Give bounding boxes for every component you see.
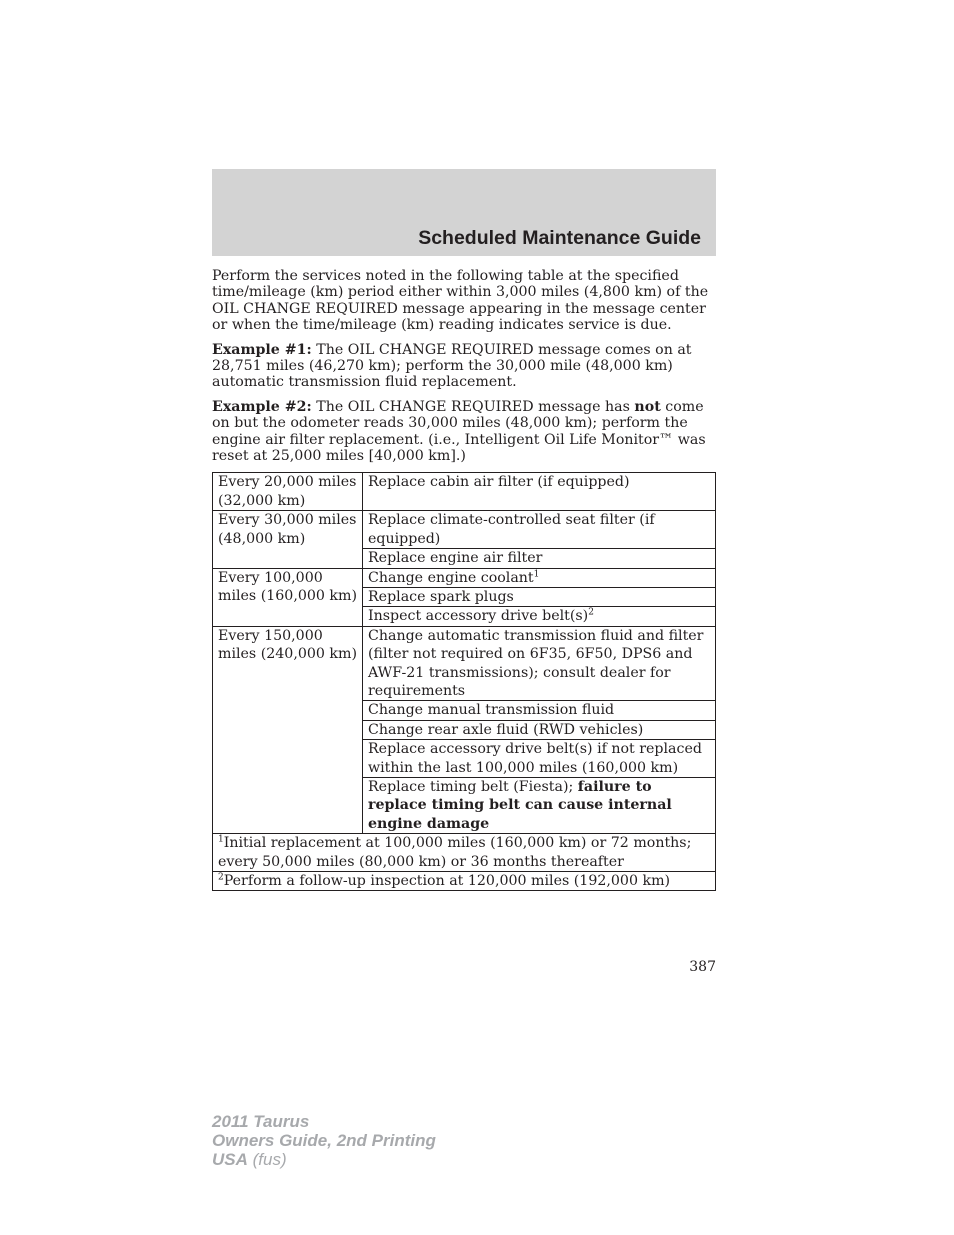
footnote-ref: 2 bbox=[588, 607, 594, 618]
task-cell: Replace accessory drive belt(s) if not replaced within the last 100,000 miles (160,000 km) bbox=[363, 740, 716, 778]
footer-model: 2011 Taurus bbox=[212, 1112, 310, 1131]
footnote-1 bbox=[213, 834, 716, 872]
example-2-text-a: The OIL CHANGE REQUIRED message has bbox=[311, 398, 635, 415]
task-cell: Replace spark plugs bbox=[363, 587, 716, 606]
task-text: Replace timing belt (Fiesta); bbox=[368, 778, 578, 795]
example-1-paragraph bbox=[212, 342, 716, 391]
table-row bbox=[213, 511, 716, 549]
example-2-text-b: come on but the odometer reads 30,000 miles (48,000 km); perform the engine air filter replacement. (i.e., Intelligent Oil Life Monitor™ was reset at 25,000 miles [40,000 km].) bbox=[212, 398, 706, 465]
task-cell: Replace climate-controlled seat filter (if equipped) bbox=[363, 511, 716, 549]
footer-market bbox=[212, 1150, 436, 1169]
footer-edition: Owners Guide, 2nd Printing bbox=[212, 1131, 436, 1150]
task-text: Change engine coolant bbox=[368, 569, 534, 586]
task-cell bbox=[363, 777, 716, 833]
section-title: Scheduled Maintenance Guide bbox=[418, 227, 701, 249]
task-warning: failure to replace timing belt can cause internal engine damage bbox=[368, 778, 672, 832]
task-cell bbox=[363, 568, 716, 587]
interval-cell-150k: Every 150,000 miles (240,000 km) bbox=[213, 626, 363, 833]
footer-market-suffix: (fus) bbox=[247, 1150, 287, 1169]
footnote-text: Initial replacement at 100,000 miles (160,000 km) or 72 months; every 50,000 miles (80,000 km) or 36 months thereafter bbox=[218, 835, 692, 870]
interval-cell-30k: Every 30,000 miles (48,000 km) bbox=[213, 511, 363, 568]
page-number: 387 bbox=[689, 959, 716, 975]
footnote-text: Perform a follow-up inspection at 120,000 miles (192,000 km) bbox=[223, 873, 671, 889]
task-cell: Replace engine air filter bbox=[363, 549, 716, 568]
table-row bbox=[213, 568, 716, 587]
example-2-label: Example #2: bbox=[212, 398, 312, 415]
footnote-2 bbox=[213, 872, 716, 891]
table-row bbox=[213, 626, 716, 701]
footer-market-code: USA bbox=[212, 1150, 248, 1169]
example-2-emphasis: not bbox=[634, 398, 661, 415]
document-footer bbox=[212, 1112, 436, 1169]
example-2-paragraph bbox=[212, 399, 716, 465]
table-row bbox=[213, 473, 716, 511]
maintenance-table bbox=[212, 472, 716, 891]
interval-cell-20k: Every 20,000 miles (32,000 km) bbox=[213, 473, 363, 511]
section-header-band bbox=[212, 169, 716, 256]
task-cell: Change rear axle fluid (RWD vehicles) bbox=[363, 720, 716, 739]
footnote-row bbox=[213, 834, 716, 872]
task-cell: Change automatic transmission fluid and filter (filter not required on 6F35, 6F50, DPS6 and AWF-21 transmissions); consult dealer for requirements bbox=[363, 626, 716, 701]
footnote-mark: 2 bbox=[218, 872, 224, 883]
task-cell bbox=[363, 607, 716, 626]
intro-paragraph: Perform the services noted in the following table at the specified time/mileage (km) period either within 3,000 miles (4,800 km) of the OIL CHANGE REQUIRED message appearing in the message center or when the time/mileage (km) reading indicates service is due. bbox=[212, 268, 709, 334]
footnote-row bbox=[213, 872, 716, 891]
example-1-text: The OIL CHANGE REQUIRED message comes on at 28,751 miles (46,270 km); perform the 30,000 mile (48,000 km) automatic transmission fluid replacement. bbox=[212, 341, 692, 391]
interval-cell-100k: Every 100,000 miles (160,000 km) bbox=[213, 568, 363, 626]
task-text: Inspect accessory drive belt(s) bbox=[368, 608, 589, 625]
example-1-label: Example #1: bbox=[212, 341, 312, 358]
footnote-ref: 1 bbox=[533, 568, 540, 579]
task-cell: Replace cabin air filter (if equipped) bbox=[363, 473, 716, 511]
footnote-mark: 1 bbox=[218, 834, 224, 845]
task-cell: Change manual transmission fluid bbox=[363, 701, 716, 720]
page-content bbox=[212, 268, 716, 891]
